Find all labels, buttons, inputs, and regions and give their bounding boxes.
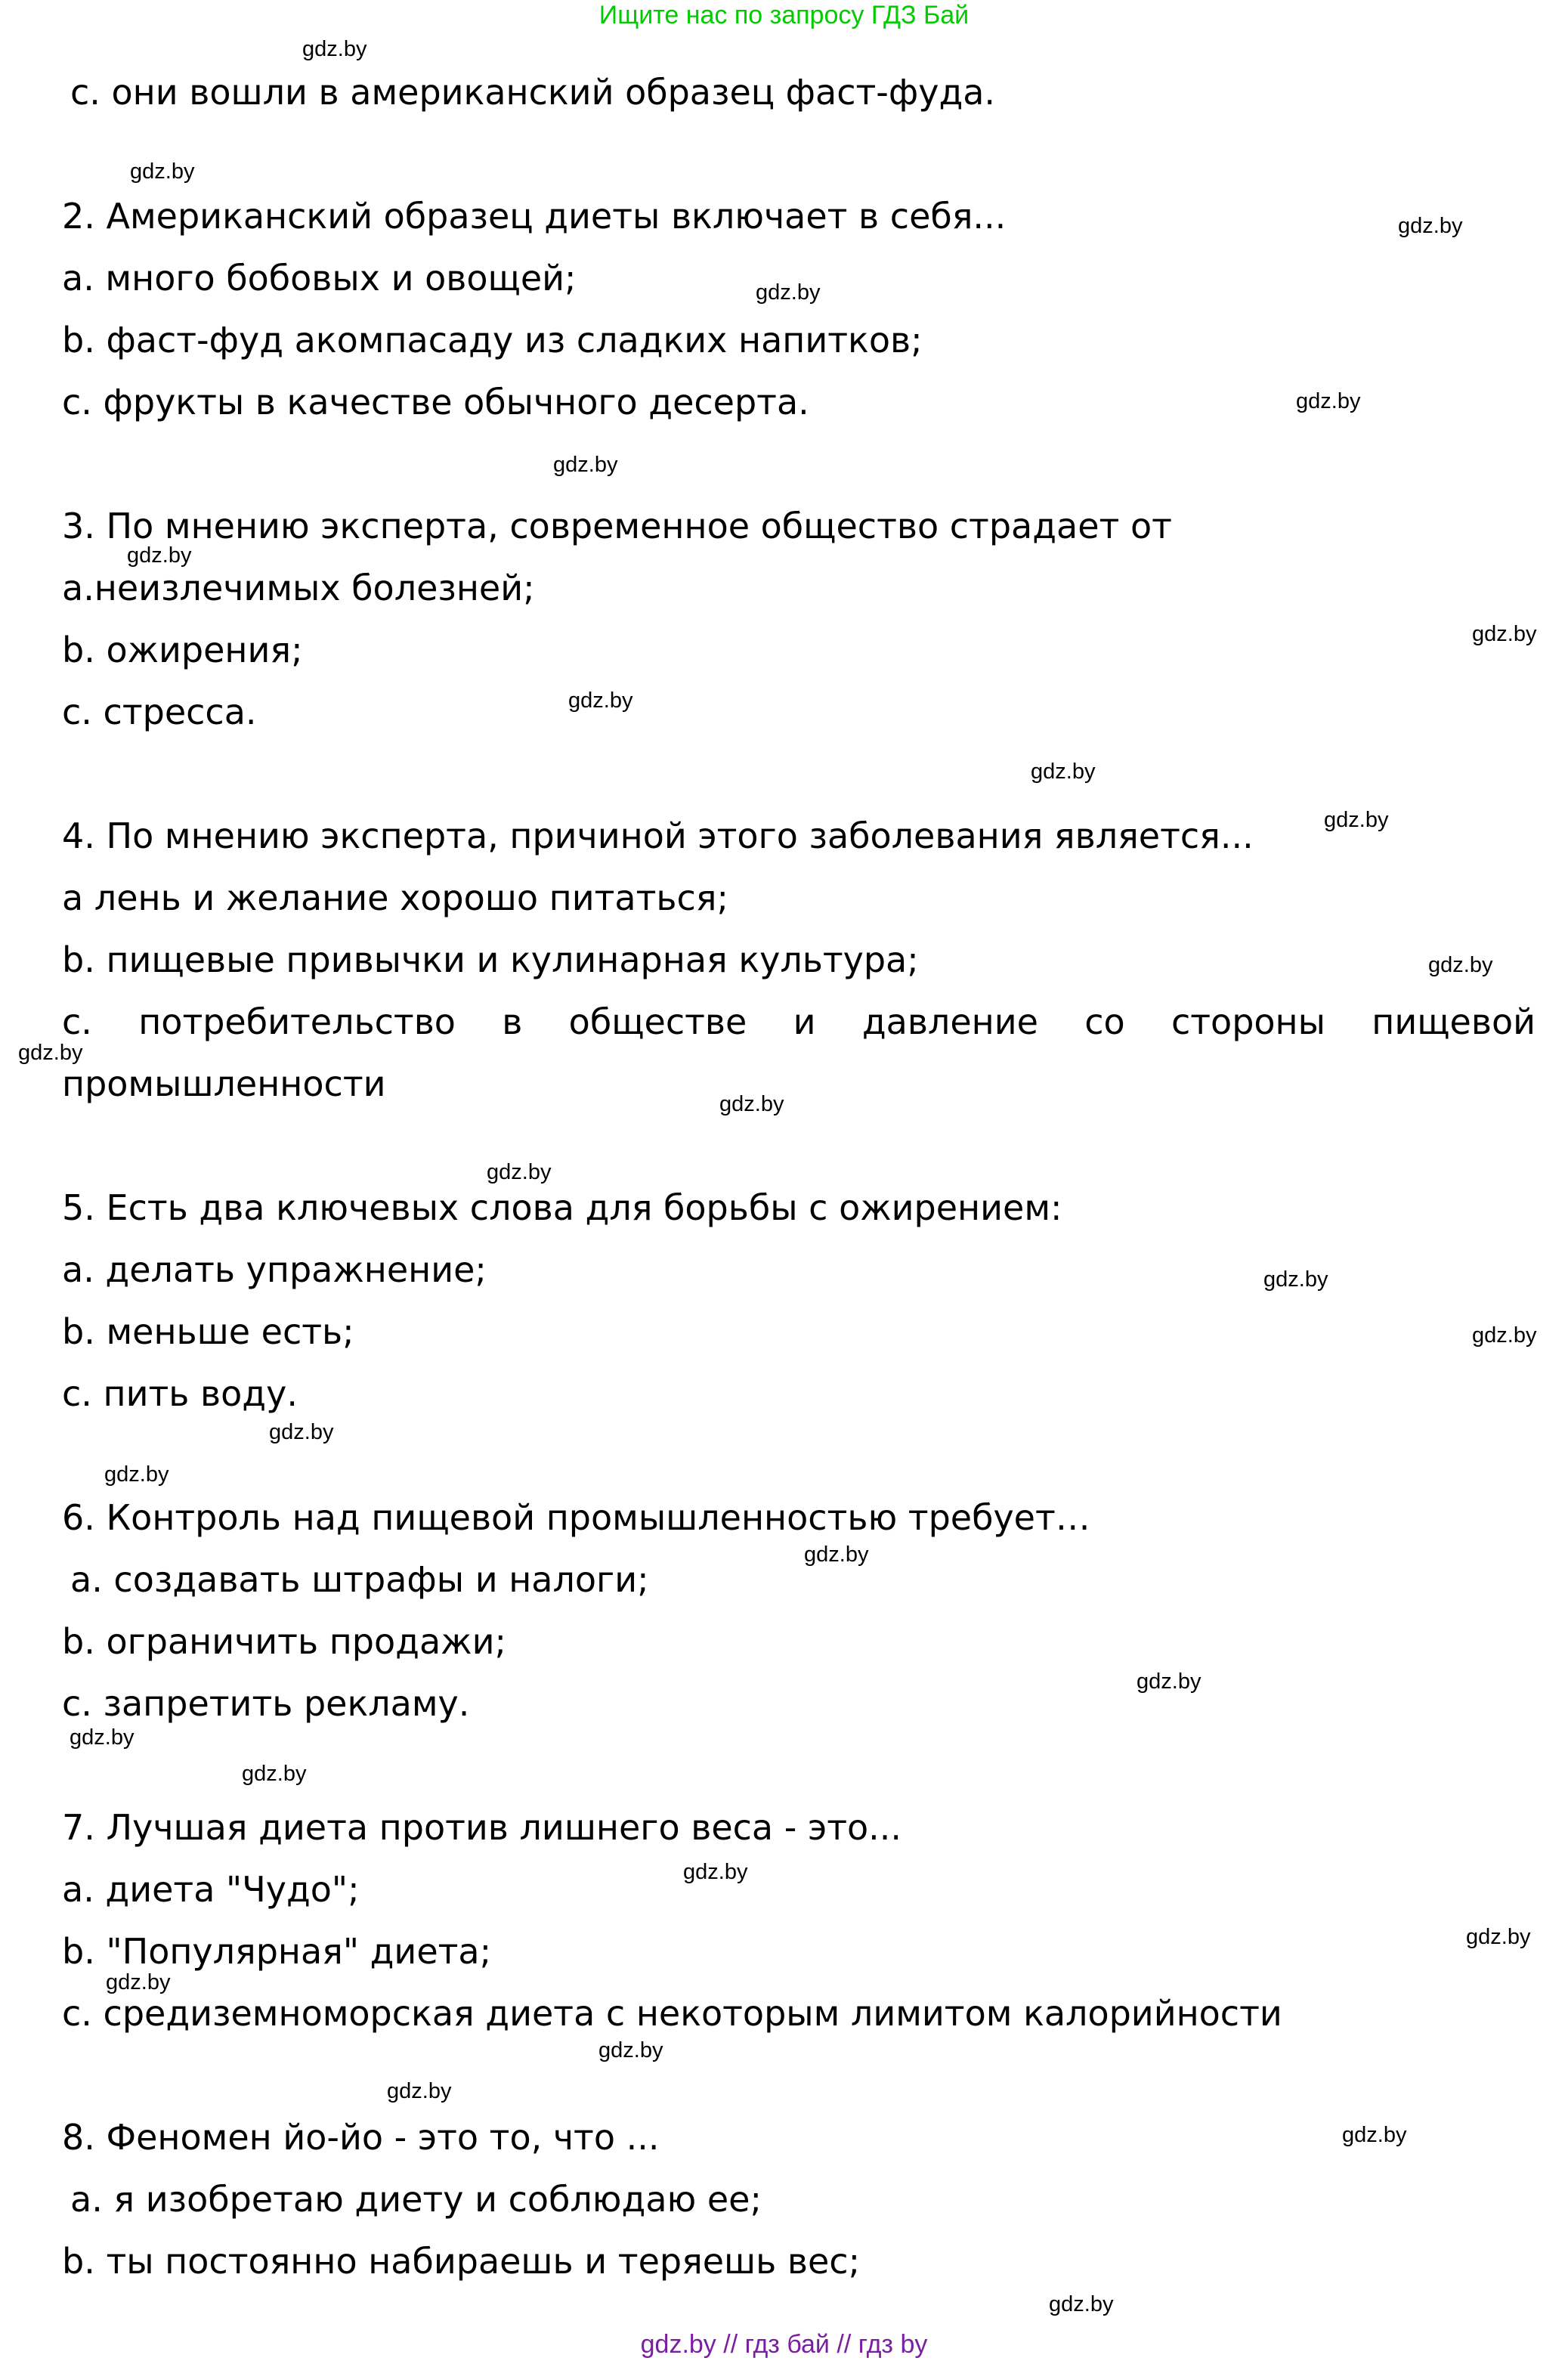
- option-6c: c. запретить рекламу.: [62, 1683, 470, 1724]
- option-5b: b. меньше есть;: [62, 1311, 354, 1352]
- question-3: 3. По мнению эксперта, современное общество страдает от: [62, 506, 1172, 546]
- option-8a: a. я изобретаю диету и соблюдаю ее;: [70, 2179, 762, 2220]
- question-6: 6. Контроль над пищевой промышленностью требует…: [62, 1497, 1090, 1538]
- option-2b: b. фаст-фуд акомпасаду из сладких напитков;: [62, 320, 923, 360]
- option-7b: b. "Популярная" диета;: [62, 1931, 492, 1972]
- watermark: gdz.by: [719, 1092, 784, 1116]
- option-6b: b. ограничить продажи;: [62, 1621, 506, 1662]
- question-7: 7. Лучшая диета против лишнего веса - это...: [62, 1807, 902, 1848]
- question-5: 5. Есть два ключевых слова для борьбы с ожирением:: [62, 1187, 1062, 1228]
- watermark: gdz.by: [683, 1860, 748, 1884]
- watermark: gdz.by: [70, 1725, 135, 1750]
- option-2c: c. фрукты в качестве обычного десерта.: [62, 382, 809, 422]
- watermark: gdz.by: [269, 1420, 334, 1444]
- watermark: gdz.by: [1031, 760, 1096, 784]
- watermark: gdz.by: [18, 1041, 83, 1065]
- watermark: gdz.by: [1137, 1669, 1202, 1694]
- option-8b: b. ты постоянно набираешь и теряешь вес;: [62, 2241, 861, 2282]
- question-4: 4. По мнению эксперта, причиной этого заболевания является...: [62, 815, 1254, 856]
- option-6a: a. создавать штрафы и налоги;: [70, 1559, 649, 1600]
- watermark: gdz.by: [302, 37, 367, 61]
- watermark: gdz.by: [1398, 214, 1463, 238]
- watermark: gdz.by: [387, 2079, 452, 2103]
- watermark: gdz.by: [487, 1160, 552, 1184]
- watermark: gdz.by: [553, 453, 618, 477]
- watermark: gdz.by: [106, 1970, 171, 1994]
- option-3a: a.неизлечимых болезней;: [62, 568, 535, 608]
- watermark: gdz.by: [104, 1462, 169, 1487]
- option-4c: c. потребительство в обществе и давление со стороны пищевой: [62, 1001, 1536, 1042]
- option-5c: c. пить воду.: [62, 1373, 298, 1414]
- option-7c: c. средиземноморская диета с некоторым лимитом калорийности: [62, 1993, 1282, 2034]
- top-banner: Ищите нас по запросу ГДЗ Бай: [598, 1, 970, 29]
- watermark: gdz.by: [598, 2038, 663, 2062]
- option-2a: a. много бобовых и овощей;: [62, 258, 577, 299]
- watermark: gdz.by: [127, 543, 192, 568]
- watermark: gdz.by: [1263, 1267, 1328, 1292]
- watermark: gdz.by: [1296, 389, 1361, 413]
- option-4a: a лень и желание хорошо питаться;: [62, 877, 728, 918]
- watermark: gdz.by: [242, 1762, 307, 1786]
- question-8: 8. Феномен йо-йо - это то, что ...: [62, 2117, 660, 2158]
- watermark: gdz.by: [1342, 2123, 1407, 2147]
- watermark: gdz.by: [1049, 2292, 1114, 2316]
- option-5a: a. делать упражнение;: [62, 1249, 487, 1290]
- watermark: gdz.by: [1466, 1925, 1531, 1949]
- option-4c-continued: промышленности: [62, 1063, 386, 1104]
- option-4b: b. пищевые привычки и кулинарная культура;: [62, 939, 919, 980]
- watermark: gdz.by: [130, 159, 195, 184]
- option-7a: a. диета "Чудо";: [62, 1869, 360, 1910]
- watermark: gdz.by: [804, 1543, 869, 1567]
- watermark: gdz.by: [1472, 622, 1537, 646]
- option-3c: c. стресса.: [62, 692, 257, 732]
- question-2: 2. Американский образец диеты включает в себя...: [62, 196, 1007, 237]
- answer-line: c. они вошли в американский образец фаст-фуда.: [70, 72, 996, 113]
- watermark: gdz.by: [1428, 953, 1493, 977]
- option-3b: b. ожирения;: [62, 630, 303, 670]
- watermark: gdz.by: [1472, 1323, 1537, 1348]
- footer-links: gdz.by // гдз бай // гдз by: [640, 2330, 928, 2359]
- watermark: gdz.by: [568, 688, 633, 713]
- watermark: gdz.by: [756, 280, 821, 305]
- watermark: gdz.by: [1324, 808, 1389, 832]
